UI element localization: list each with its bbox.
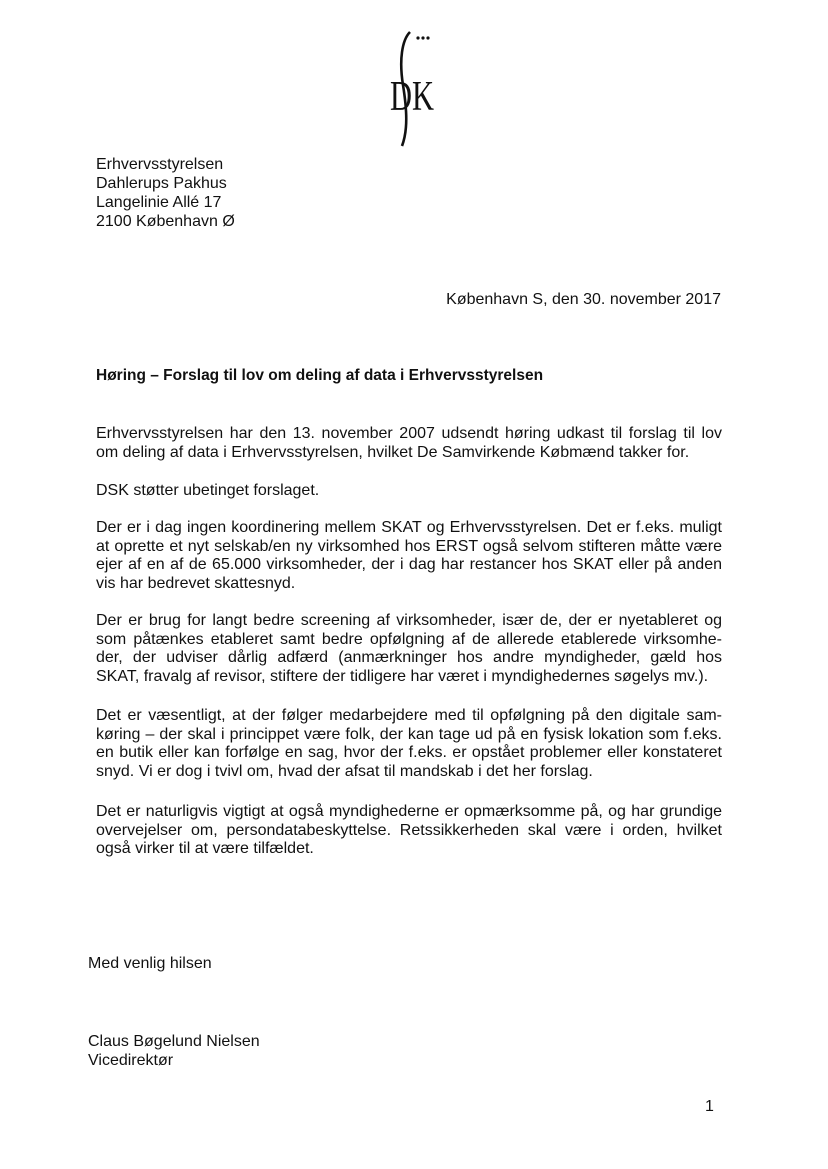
- paragraph-line: vis har bedrevet skattesnyd.: [96, 575, 296, 593]
- paragraph-line: om deling af data i Erhvervsstyrelsen, hvilket De Samvirkende Købmænd takker for.: [96, 443, 690, 461]
- paragraph-line: ejer af en af de 65.000 virksomheder, der i dag har restancer hos SKAT eller på anden: [96, 556, 722, 574]
- page-number: 1: [705, 1098, 714, 1115]
- paragraph-line: Der er brug for langt bedre screening af virksomheder, især de, der er nyetableret og: [96, 612, 722, 629]
- paragraph-3: [96, 519, 722, 594]
- date-line: København S, den 30. november 2017: [446, 291, 721, 308]
- paragraph-6: [96, 803, 722, 859]
- paragraph-line: køring – der skal i princippet være folk, der kan tage ud på en fysisk lokation som f.eks.: [96, 725, 722, 743]
- address-line: Langelinie Allé 17: [96, 194, 222, 211]
- svg-text:DK: DK: [390, 74, 434, 120]
- address-line: 2100 København Ø: [96, 213, 235, 230]
- paragraph-5: [96, 707, 722, 782]
- signature-block: [88, 1032, 260, 1070]
- subject-heading: Høring – Forslag til lov om deling af data i Erhvervsstyrelsen: [96, 367, 544, 384]
- paragraph-1: [96, 425, 722, 462]
- recipient-address: [96, 155, 235, 231]
- paragraph-2: [96, 482, 722, 501]
- paragraph-line: Det er væsentligt, at der følger medarbejdere med til opfølgning på den digitale sam-: [96, 707, 722, 724]
- paragraph-4: [96, 612, 722, 687]
- paragraph-line: snyd. Vi er dog i tvivl om, hvad der afsat til mandskab i det her forslag.: [96, 763, 593, 781]
- paragraph-line: som påtænkes etableret samt bedre opfølgning af de allerede etablerede virksomhe-: [96, 630, 722, 648]
- paragraph-line: SKAT, fravalg af revisor, stiftere der tidligere har været i myndighedernes søgelys mv.).: [96, 668, 709, 686]
- signatory-title: Vicedirektør: [88, 1052, 174, 1069]
- paragraph-line: der, der udviser dårlig adfærd (anmærkninger hos andre myndigheder, gæld hos: [96, 649, 722, 667]
- paragraph-line: at oprette et nyt selskab/en ny virksomhed hos ERST også selvom stifteren måtte være: [96, 537, 722, 555]
- paragraph-line: en butik eller kan forfølge en sag, hvor der f.eks. er opstået problemer eller konstateret: [96, 744, 722, 762]
- paragraph-line: Det er naturligvis vigtigt at også myndighederne er opmærksomme på, og har grundige: [96, 803, 722, 820]
- address-line: Erhvervsstyrelsen: [96, 156, 224, 173]
- paragraph-line: også virker til at være tilfældet.: [96, 840, 314, 858]
- paragraph-line: DSK støtter ubetinget forslaget.: [96, 482, 320, 499]
- address-line: Dahlerups Pakhus: [96, 175, 227, 192]
- paragraph-line: Der er i dag ingen koordinering mellem SKAT og Erhvervsstyrelsen. Det er f.eks. muligt: [96, 519, 722, 536]
- closing-greeting: Med venlig hilsen: [88, 955, 212, 972]
- paragraph-line: Erhvervsstyrelsen har den 13. november 2007 udsendt høring udkast til forslag til lov: [96, 425, 722, 442]
- paragraph-line: overvejelser om, persondatabeskyttelse. Retssikkerheden skal være i orden, hvilket: [96, 821, 722, 839]
- dsk-logo: [382, 30, 442, 148]
- signatory-name: Claus Bøgelund Nielsen: [88, 1033, 260, 1050]
